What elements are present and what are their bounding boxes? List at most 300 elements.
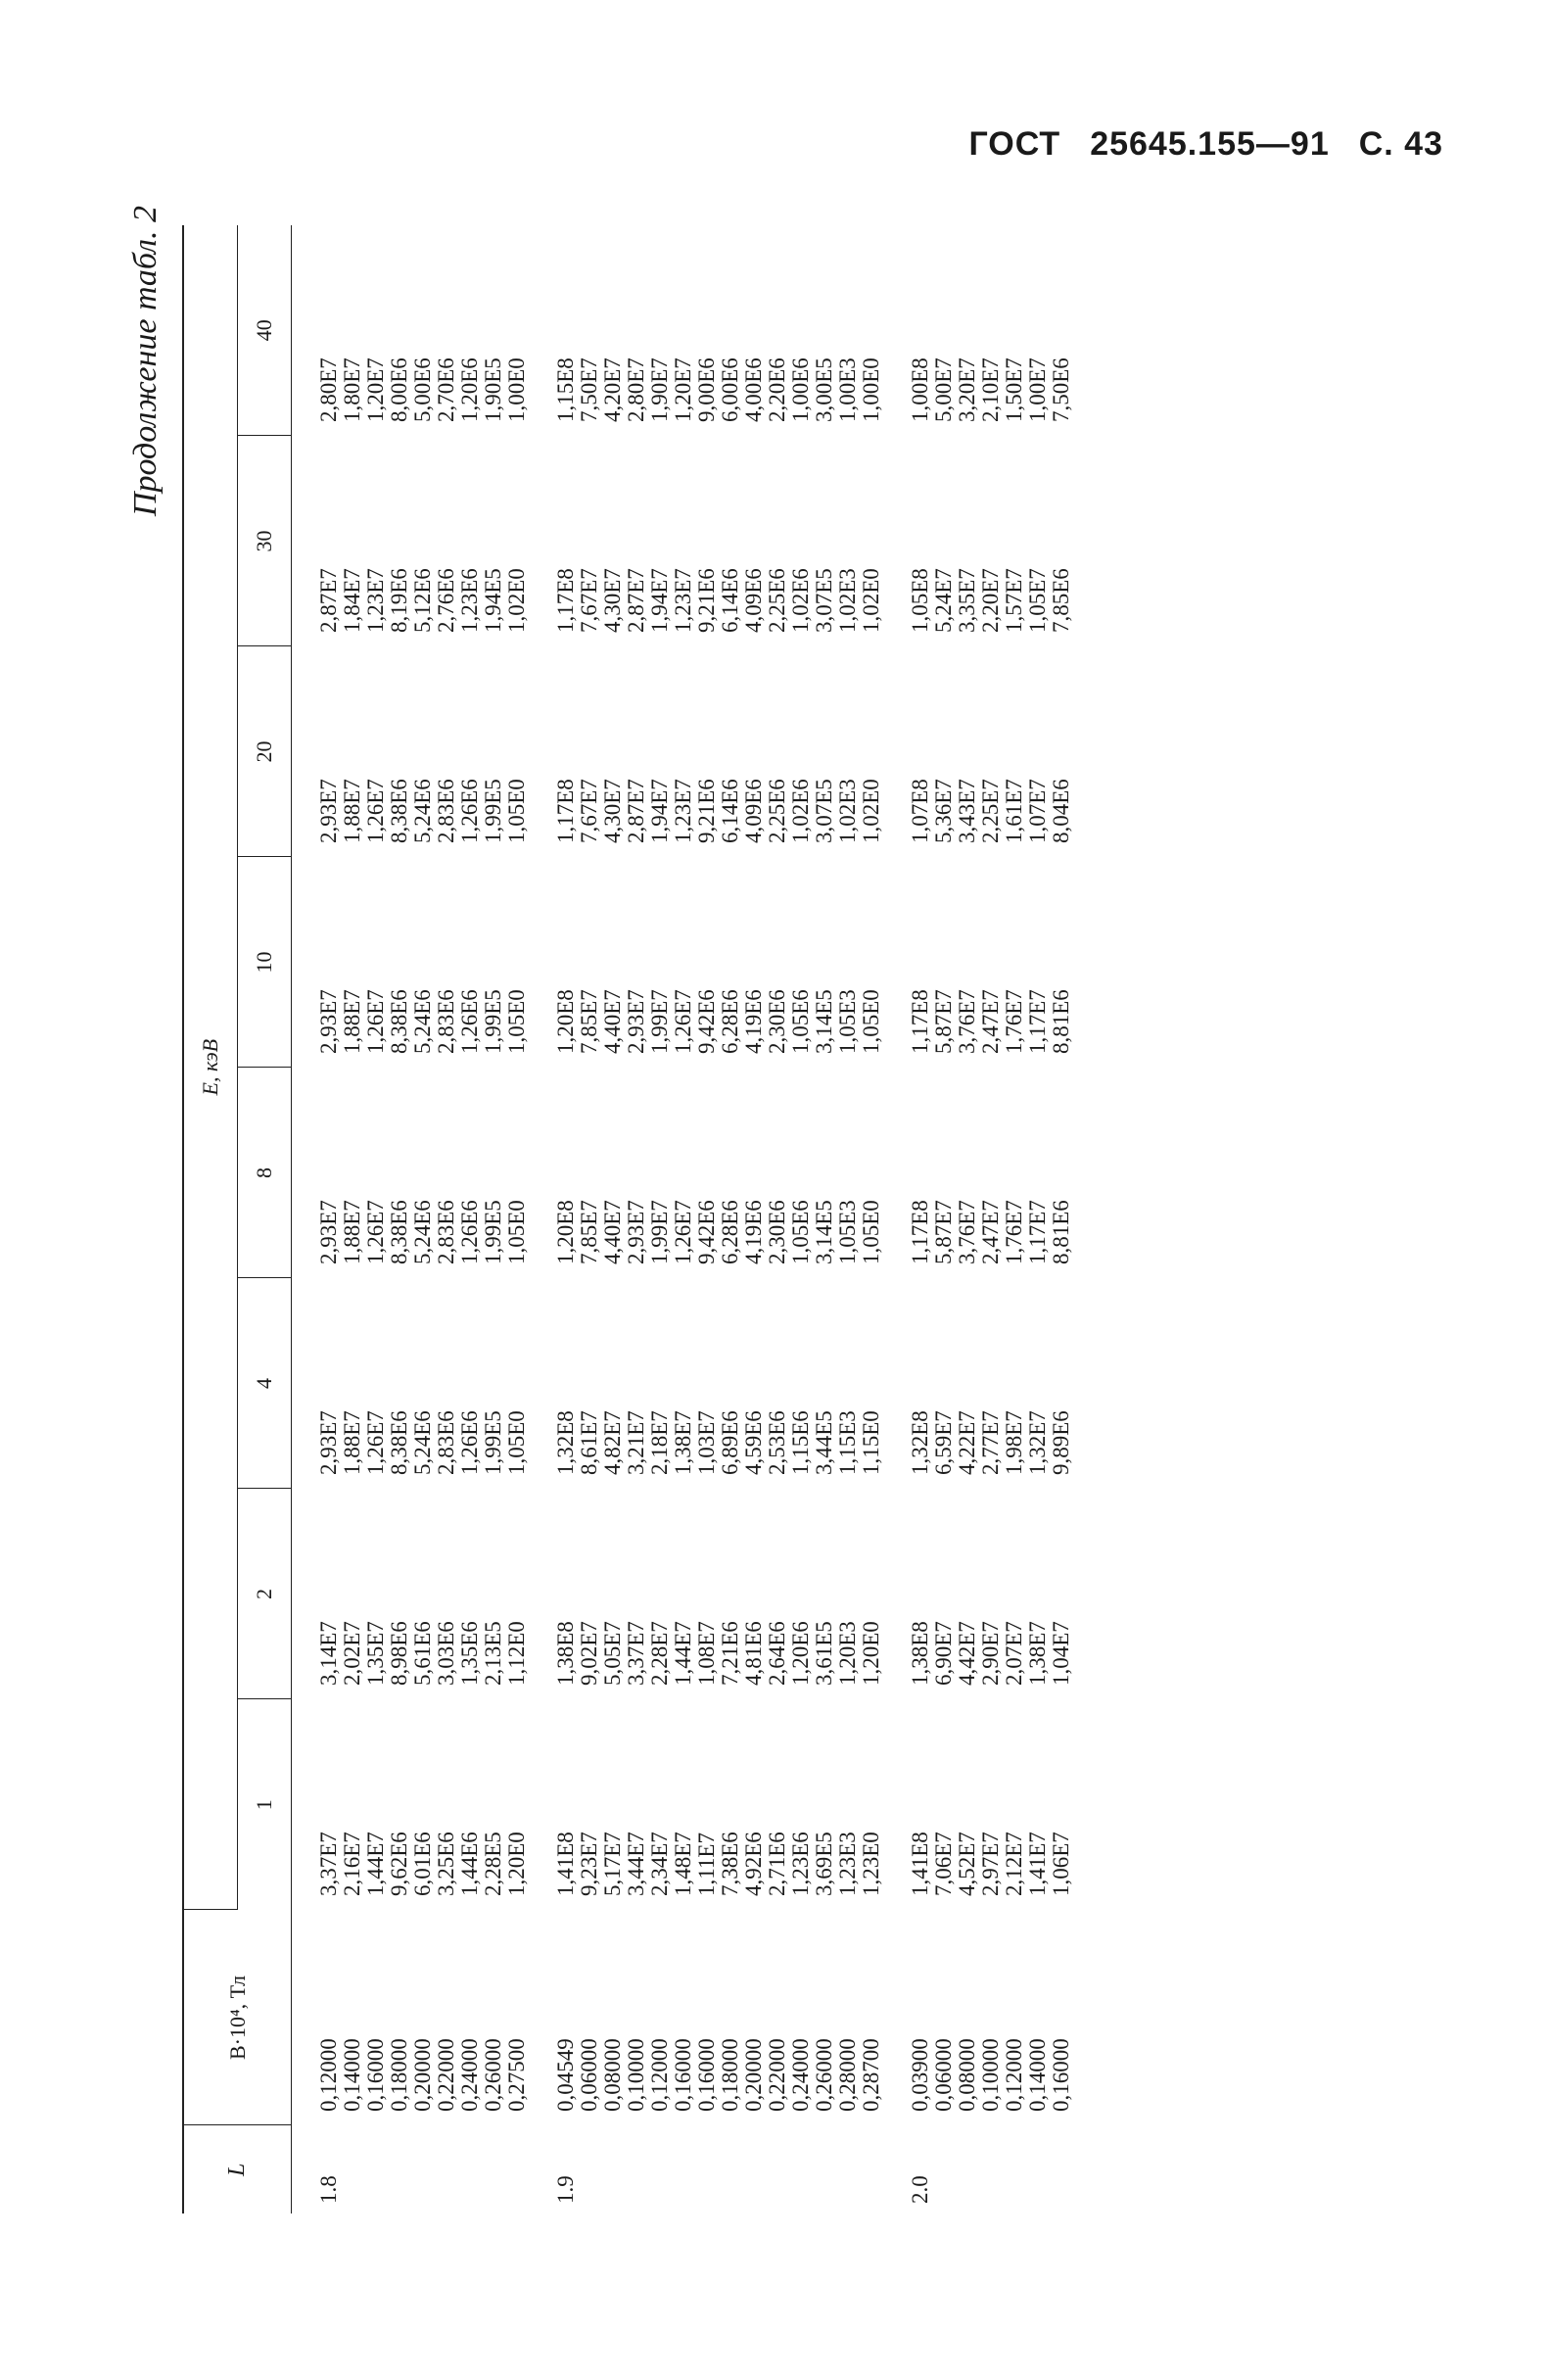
value-column xyxy=(529,1489,883,1699)
value-cell: 3,44E5 xyxy=(812,1410,836,1475)
value-column xyxy=(883,646,1073,857)
value-cell: 1,02E0 xyxy=(859,568,883,633)
value-cell: 1,02E3 xyxy=(835,568,860,633)
value-column xyxy=(883,1068,1073,1278)
value-cell: 3,20E7 xyxy=(955,357,979,422)
value-cell: 1,26E7 xyxy=(363,1200,388,1264)
header-energy-20: 20 xyxy=(238,646,292,857)
value-cell: 4,40E7 xyxy=(600,1200,625,1264)
value-cell: 2,47E7 xyxy=(978,989,1003,1054)
value-column xyxy=(883,1489,1073,1699)
value-cell: 1,32E8 xyxy=(908,1410,932,1475)
value-cell: 1,07E8 xyxy=(908,779,932,843)
b-value: 0,16000 xyxy=(363,2038,388,2112)
value-cell: 2,34E7 xyxy=(647,1832,672,1896)
b-value: 0,12000 xyxy=(1002,2038,1026,2112)
value-cell: 3,37E7 xyxy=(316,1832,341,1896)
value-cell: 1,50E7 xyxy=(1002,357,1026,422)
value-column xyxy=(529,1699,883,1910)
value-cell: 2,13E5 xyxy=(481,1621,505,1686)
standard-label: ГОСТ xyxy=(968,125,1061,163)
value-cell: 1,00E6 xyxy=(788,357,813,422)
value-cell: 6,14E6 xyxy=(718,568,742,633)
value-cell: 2,25E6 xyxy=(765,568,789,633)
value-cell: 1,03E7 xyxy=(694,1410,719,1475)
value-cell: 2,47E7 xyxy=(978,1200,1003,1264)
value-cell: 3,14E5 xyxy=(812,989,836,1054)
table-caption: Продолжение табл. 2 xyxy=(127,206,164,517)
value-cell: 1,94E7 xyxy=(647,568,672,633)
value-cell: 2,83E6 xyxy=(434,989,458,1054)
value-cell: 1,20E6 xyxy=(457,357,482,422)
value-cell: 3,03E6 xyxy=(434,1621,458,1686)
page-header xyxy=(968,125,1443,164)
value-cell: 1,05E6 xyxy=(788,989,813,1054)
value-cell: 3,35E7 xyxy=(955,568,979,633)
value-column xyxy=(883,1278,1073,1489)
value-cell: 1,94E5 xyxy=(481,568,505,633)
value-cell: 1,11E7 xyxy=(694,1833,719,1896)
value-cell: 2,80E7 xyxy=(316,357,341,422)
value-cell: 1,35E6 xyxy=(457,1621,482,1686)
value-cell: 1,05E3 xyxy=(835,989,860,1054)
value-cell: 8,98E6 xyxy=(387,1621,411,1686)
b-value: 0,16000 xyxy=(694,2038,719,2112)
value-cell: 1,38E8 xyxy=(908,1621,932,1686)
value-column xyxy=(529,436,883,646)
value-cell: 8,19E6 xyxy=(387,568,411,633)
value-cell: 4,09E6 xyxy=(741,779,766,843)
value-cell: 4,40E7 xyxy=(600,989,625,1054)
value-cell: 1,20E7 xyxy=(671,357,695,422)
value-cell: 1,00E0 xyxy=(859,357,883,422)
value-cell: 3,44E7 xyxy=(624,1832,648,1896)
value-column xyxy=(292,1489,530,1699)
value-cell: 5,24E6 xyxy=(410,1410,435,1475)
b-value: 0,20000 xyxy=(741,2038,766,2112)
b-value: 0,08000 xyxy=(600,2038,625,2112)
value-cell: 7,67E7 xyxy=(577,568,601,633)
value-cell: 2,97E7 xyxy=(978,1832,1003,1896)
header-energy-4: 4 xyxy=(238,1278,292,1489)
header-l: L xyxy=(183,2125,292,2213)
value-cell: 1,17E7 xyxy=(1025,989,1050,1054)
value-cell: 3,14E7 xyxy=(316,1621,341,1686)
value-column xyxy=(883,1699,1073,1910)
value-cell: 6,28E6 xyxy=(718,1200,742,1264)
table-row xyxy=(529,225,883,2213)
value-cell: 3,76E7 xyxy=(955,989,979,1054)
value-cell: 1,05E0 xyxy=(504,1200,529,1264)
value-column xyxy=(883,857,1073,1068)
value-cell: 7,85E7 xyxy=(577,1200,601,1264)
value-cell: 1,05E0 xyxy=(504,1410,529,1475)
value-cell: 1,88E7 xyxy=(340,1410,364,1475)
value-cell: 1,41E8 xyxy=(908,1832,932,1896)
value-cell: 1,44E7 xyxy=(671,1621,695,1686)
value-cell: 1,20E0 xyxy=(859,1621,883,1686)
value-cell: 1,20E0 xyxy=(504,1832,529,1896)
value-cell: 1,00E7 xyxy=(1025,357,1050,422)
value-cell: 1,02E0 xyxy=(504,568,529,633)
value-cell: 9,62E6 xyxy=(387,1832,411,1896)
value-cell: 1,26E6 xyxy=(457,779,482,843)
value-cell: 2,18E7 xyxy=(647,1410,672,1475)
value-cell: 5,24E6 xyxy=(410,989,435,1054)
b-value: 0,22000 xyxy=(434,2038,458,2112)
value-cell: 1,15E6 xyxy=(788,1410,813,1475)
value-cell: 2,93E7 xyxy=(316,989,341,1054)
value-cell: 1,20E7 xyxy=(363,357,388,422)
value-cell: 1,05E7 xyxy=(1025,568,1050,633)
b-values xyxy=(883,1910,1073,2125)
value-cell: 9,02E7 xyxy=(577,1621,601,1686)
value-cell: 1,02E3 xyxy=(835,779,860,843)
b-value: 0,28700 xyxy=(859,2038,883,2112)
b-value: 0,24000 xyxy=(788,2038,813,2112)
b-value: 0,14000 xyxy=(340,2038,364,2112)
value-cell: 7,50E7 xyxy=(577,357,601,422)
value-column xyxy=(292,436,530,646)
value-cell: 1,23E7 xyxy=(671,779,695,843)
value-cell: 7,85E6 xyxy=(1049,568,1073,633)
value-cell: 1,08E7 xyxy=(694,1621,719,1686)
value-cell: 2,87E7 xyxy=(624,779,648,843)
value-cell: 2,64E6 xyxy=(765,1621,789,1686)
value-cell: 1,02E0 xyxy=(859,779,883,843)
value-cell: 6,59E7 xyxy=(931,1410,956,1475)
value-cell: 1,44E6 xyxy=(457,1832,482,1896)
value-cell: 1,35E7 xyxy=(363,1621,388,1686)
value-cell: 2,30E6 xyxy=(765,1200,789,1264)
value-cell: 1,20E8 xyxy=(553,989,578,1054)
value-cell: 1,61E7 xyxy=(1002,779,1026,843)
value-cell: 2,28E7 xyxy=(647,1621,672,1686)
value-cell: 2,07E7 xyxy=(1002,1621,1026,1686)
value-column xyxy=(529,857,883,1068)
value-cell: 8,38E6 xyxy=(387,1200,411,1264)
b-value: 0,16000 xyxy=(1049,2038,1073,2112)
value-cell: 1,26E7 xyxy=(671,989,695,1054)
value-cell: 6,01E6 xyxy=(410,1832,435,1896)
value-cell: 2,20E7 xyxy=(978,568,1003,633)
value-cell: 5,61E6 xyxy=(410,1621,435,1686)
value-cell: 1,88E7 xyxy=(340,1200,364,1264)
b-value: 0,06000 xyxy=(577,2038,601,2112)
value-cell: 3,61E5 xyxy=(812,1621,836,1686)
value-cell: 3,07E5 xyxy=(812,568,836,633)
value-cell: 1,17E8 xyxy=(908,1200,932,1264)
value-cell: 3,25E6 xyxy=(434,1832,458,1896)
b-value: 0,16000 xyxy=(671,2038,695,2112)
value-cell: 7,38E6 xyxy=(718,1832,742,1896)
b-value: 0,03900 xyxy=(908,2038,932,2112)
value-cell: 1,05E0 xyxy=(504,779,529,843)
value-cell: 3,14E5 xyxy=(812,1200,836,1264)
value-cell: 6,00E6 xyxy=(718,357,742,422)
value-cell: 3,07E5 xyxy=(812,779,836,843)
value-cell: 2,53E6 xyxy=(765,1410,789,1475)
value-cell: 2,12E7 xyxy=(1002,1832,1026,1896)
value-cell: 1,00E0 xyxy=(504,357,529,422)
value-cell: 1,12E0 xyxy=(504,1621,529,1686)
b-values xyxy=(292,1910,530,2125)
value-cell: 4,09E6 xyxy=(741,568,766,633)
value-cell: 8,38E6 xyxy=(387,779,411,843)
value-cell: 2,90E7 xyxy=(978,1621,1003,1686)
value-cell: 9,21E6 xyxy=(694,779,719,843)
value-cell: 1,32E8 xyxy=(553,1410,578,1475)
value-cell: 1,38E7 xyxy=(1025,1621,1050,1686)
value-cell: 2,83E6 xyxy=(434,779,458,843)
value-cell: 2,71E6 xyxy=(765,1832,789,1896)
value-cell: 1,04E7 xyxy=(1049,1621,1073,1686)
l-value: 1.9 xyxy=(553,2175,578,2204)
value-cell: 8,00E6 xyxy=(387,357,411,422)
value-cell: 7,06E7 xyxy=(931,1832,956,1896)
value-cell: 1,20E8 xyxy=(553,1200,578,1264)
value-cell: 1,26E7 xyxy=(363,989,388,1054)
value-cell: 2,10E7 xyxy=(978,357,1003,422)
value-cell: 1,17E8 xyxy=(553,779,578,843)
value-cell: 5,05E7 xyxy=(600,1621,625,1686)
value-cell: 2,76E6 xyxy=(434,568,458,633)
value-cell: 1,23E3 xyxy=(835,1832,860,1896)
value-cell: 1,23E7 xyxy=(363,568,388,633)
value-cell: 4,82E7 xyxy=(600,1410,625,1475)
header-energy-8: 8 xyxy=(238,1068,292,1278)
value-cell: 4,30E7 xyxy=(600,568,625,633)
value-cell: 4,42E7 xyxy=(955,1621,979,1686)
value-cell: 5,17E7 xyxy=(600,1832,625,1896)
value-cell: 8,61E7 xyxy=(577,1410,601,1475)
value-cell: 1,05E6 xyxy=(788,1200,813,1264)
value-cell: 2,25E6 xyxy=(765,779,789,843)
value-cell: 5,24E7 xyxy=(931,568,956,633)
b-value: 0,08000 xyxy=(955,2038,979,2112)
value-cell: 2,83E6 xyxy=(434,1410,458,1475)
value-cell: 1,20E6 xyxy=(788,1621,813,1686)
value-column xyxy=(292,646,530,857)
value-cell: 1,23E6 xyxy=(457,568,482,633)
value-cell: 1,07E7 xyxy=(1025,779,1050,843)
header-energy-group: E, кэВ xyxy=(183,225,238,1910)
value-cell: 9,00E6 xyxy=(694,357,719,422)
value-cell: 8,38E6 xyxy=(387,989,411,1054)
value-cell: 8,81E6 xyxy=(1049,989,1073,1054)
value-cell: 1,32E7 xyxy=(1025,1410,1050,1475)
value-cell: 1,26E6 xyxy=(457,1410,482,1475)
b-value: 0,20000 xyxy=(410,2038,435,2112)
value-cell: 7,50E6 xyxy=(1049,357,1073,422)
value-cell: 4,19E6 xyxy=(741,1200,766,1264)
value-cell: 6,89E6 xyxy=(718,1410,742,1475)
value-cell: 1,48E7 xyxy=(671,1832,695,1896)
value-cell: 1,05E0 xyxy=(859,1200,883,1264)
b-value: 0,04549 xyxy=(553,2038,578,2112)
header-energy-30: 30 xyxy=(238,436,292,646)
value-cell: 2,16E7 xyxy=(340,1832,364,1896)
header-energy-40: 40 xyxy=(238,225,292,436)
value-cell: 1,05E8 xyxy=(908,568,932,633)
value-cell: 1,05E0 xyxy=(504,989,529,1054)
value-cell: 2,93E7 xyxy=(316,1410,341,1475)
data-table xyxy=(182,225,1073,2213)
value-cell: 5,24E6 xyxy=(410,1200,435,1264)
header-energy-1: 1 xyxy=(238,1699,292,1910)
value-cell: 1,15E0 xyxy=(859,1410,883,1475)
value-cell: 1,26E7 xyxy=(671,1200,695,1264)
header-energy-10: 10 xyxy=(238,857,292,1068)
rotated-table-area xyxy=(127,206,1400,2213)
value-cell: 3,69E5 xyxy=(812,1832,836,1896)
value-cell: 4,22E7 xyxy=(955,1410,979,1475)
value-cell: 1,23E6 xyxy=(788,1832,813,1896)
value-cell: 1,26E6 xyxy=(457,1200,482,1264)
l-value: 1.8 xyxy=(316,2175,341,2204)
value-column xyxy=(529,1068,883,1278)
table-row xyxy=(292,225,530,2213)
value-cell: 1,23E7 xyxy=(671,568,695,633)
value-cell: 5,87E7 xyxy=(931,1200,956,1264)
table-body xyxy=(292,225,1074,2213)
value-cell: 7,67E7 xyxy=(577,779,601,843)
value-cell: 2,28E5 xyxy=(481,1832,505,1896)
value-cell: 1,26E7 xyxy=(363,779,388,843)
value-cell: 1,02E6 xyxy=(788,779,813,843)
value-cell: 2,02E7 xyxy=(340,1621,364,1686)
value-cell: 6,90E7 xyxy=(931,1621,956,1686)
value-cell: 4,20E7 xyxy=(600,357,625,422)
value-cell: 1,17E8 xyxy=(553,568,578,633)
value-cell: 9,21E6 xyxy=(694,568,719,633)
b-value: 0,26000 xyxy=(812,2038,836,2112)
value-cell: 7,21E6 xyxy=(718,1621,742,1686)
value-column xyxy=(292,857,530,1068)
value-cell: 1,99E5 xyxy=(481,1200,505,1264)
value-cell: 5,00E7 xyxy=(931,357,956,422)
value-cell: 9,42E6 xyxy=(694,989,719,1054)
value-cell: 1,99E7 xyxy=(647,989,672,1054)
value-cell: 6,28E6 xyxy=(718,989,742,1054)
b-values xyxy=(529,1910,883,2125)
value-cell: 2,20E6 xyxy=(765,357,789,422)
value-cell: 4,30E7 xyxy=(600,779,625,843)
value-cell: 8,04E6 xyxy=(1049,779,1073,843)
value-cell: 4,92E6 xyxy=(741,1832,766,1896)
b-value: 0,12000 xyxy=(316,2038,341,2112)
b-value: 0,18000 xyxy=(387,2038,411,2112)
value-cell: 2,93E7 xyxy=(316,779,341,843)
value-cell: 2,93E7 xyxy=(624,989,648,1054)
value-cell: 9,89E6 xyxy=(1049,1410,1073,1475)
value-column xyxy=(292,225,530,436)
value-cell: 1,26E6 xyxy=(457,989,482,1054)
value-column xyxy=(529,225,883,436)
value-cell: 1,00E8 xyxy=(908,357,932,422)
value-cell: 1,17E8 xyxy=(908,989,932,1054)
value-column xyxy=(292,1068,530,1278)
b-value: 0,12000 xyxy=(647,2038,672,2112)
value-cell: 1,99E5 xyxy=(481,989,505,1054)
value-cell: 2,80E7 xyxy=(624,357,648,422)
value-cell: 2,70E6 xyxy=(434,357,458,422)
value-cell: 1,15E3 xyxy=(835,1410,860,1475)
value-cell: 1,94E7 xyxy=(647,779,672,843)
value-cell: 2,93E7 xyxy=(316,1200,341,1264)
value-cell: 1,99E7 xyxy=(647,1200,672,1264)
value-cell: 4,00E6 xyxy=(741,357,766,422)
value-cell: 1,02E6 xyxy=(788,568,813,633)
b-value: 0,18000 xyxy=(718,2038,742,2112)
value-cell: 1,99E5 xyxy=(481,1410,505,1475)
value-cell: 8,81E6 xyxy=(1049,1200,1073,1264)
value-cell: 1,88E7 xyxy=(340,989,364,1054)
value-cell: 3,21E7 xyxy=(624,1410,648,1475)
value-cell: 8,38E6 xyxy=(387,1410,411,1475)
value-cell: 5,24E6 xyxy=(410,779,435,843)
value-cell: 1,00E3 xyxy=(835,357,860,422)
b-value: 0,27500 xyxy=(504,2038,529,2112)
value-cell: 3,00E5 xyxy=(812,357,836,422)
standard-number: 25645.155—91 xyxy=(1090,125,1330,163)
value-cell: 1,76E7 xyxy=(1002,1200,1026,1264)
value-cell: 1,41E8 xyxy=(553,1832,578,1896)
value-cell: 1,84E7 xyxy=(340,568,364,633)
value-cell: 2,87E7 xyxy=(624,568,648,633)
value-cell: 1,90E7 xyxy=(647,357,672,422)
value-cell: 1,98E7 xyxy=(1002,1410,1026,1475)
value-cell: 1,23E0 xyxy=(859,1832,883,1896)
header-b: B·10⁴, Тл xyxy=(183,1910,292,2125)
value-cell: 2,25E7 xyxy=(978,779,1003,843)
value-cell: 7,85E7 xyxy=(577,989,601,1054)
value-cell: 5,12E6 xyxy=(410,568,435,633)
value-cell: 6,14E6 xyxy=(718,779,742,843)
value-cell: 1,57E7 xyxy=(1002,568,1026,633)
l-value: 2.0 xyxy=(908,2175,932,2204)
value-cell: 4,81E6 xyxy=(741,1621,766,1686)
value-column xyxy=(292,1699,530,1910)
value-cell: 3,43E7 xyxy=(955,779,979,843)
value-cell: 1,90E5 xyxy=(481,357,505,422)
page-number: С. 43 xyxy=(1358,125,1443,163)
value-cell: 1,38E7 xyxy=(671,1410,695,1475)
value-cell: 1,06E7 xyxy=(1049,1832,1073,1896)
value-cell: 1,99E5 xyxy=(481,779,505,843)
value-cell: 4,59E6 xyxy=(741,1410,766,1475)
value-cell: 3,76E7 xyxy=(955,1200,979,1264)
value-cell: 2,83E6 xyxy=(434,1200,458,1264)
value-cell: 1,88E7 xyxy=(340,779,364,843)
b-value: 0,22000 xyxy=(765,2038,789,2112)
value-cell: 9,23E7 xyxy=(577,1832,601,1896)
value-cell: 4,52E7 xyxy=(955,1832,979,1896)
b-value: 0,26000 xyxy=(481,2038,505,2112)
value-cell: 1,05E3 xyxy=(835,1200,860,1264)
value-cell: 1,38E8 xyxy=(553,1621,578,1686)
value-cell: 5,00E6 xyxy=(410,357,435,422)
value-cell: 2,87E7 xyxy=(316,568,341,633)
b-value: 0,28000 xyxy=(835,2038,860,2112)
value-cell: 1,05E0 xyxy=(859,989,883,1054)
value-cell: 2,93E7 xyxy=(624,1200,648,1264)
value-cell: 2,30E6 xyxy=(765,989,789,1054)
value-column xyxy=(883,225,1073,436)
value-cell: 1,26E7 xyxy=(363,1410,388,1475)
b-value: 0,10000 xyxy=(978,2038,1003,2112)
b-value: 0,06000 xyxy=(931,2038,956,2112)
